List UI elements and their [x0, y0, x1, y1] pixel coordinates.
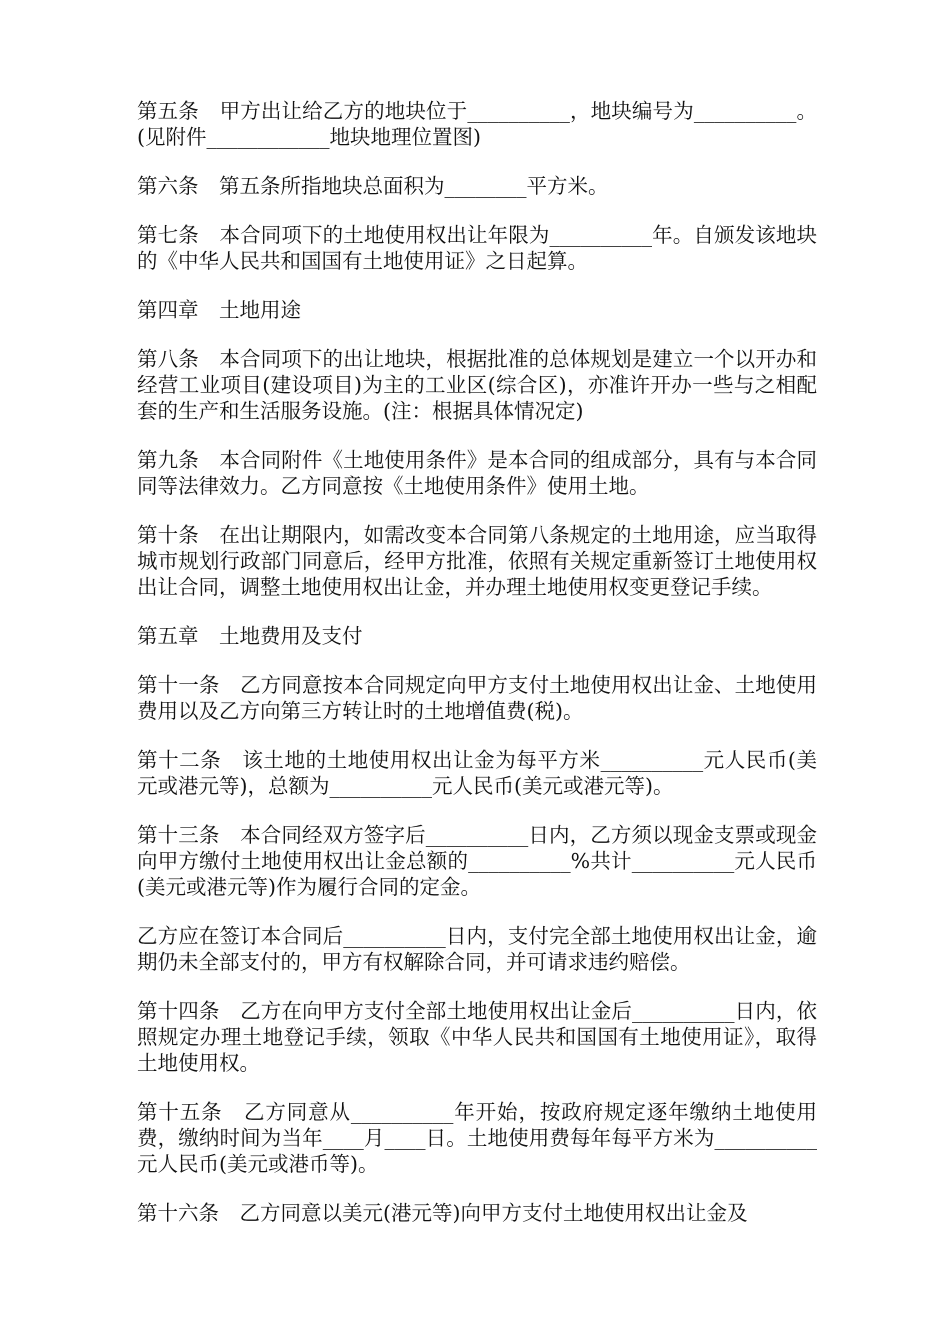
article-16: 第十六条 乙方同意以美元(港元等)向甲方支付土地使用权出让金及	[137, 1201, 748, 1225]
article-12: 第十二条 该土地的土地使用权出让金为每平方米__________元人民币(美元或港元等)，总额为__________元人民币(美元或港元等)。	[137, 748, 817, 798]
article-8: 第八条 本合同项下的出让地块，根据批准的总体规划是建立一个以开办和经营工业项目(建设项目)为主的工业区(综合区)，亦准许开办一些与之相配套的生产和生活服务设施。(注：根据具体情况定)	[137, 347, 817, 423]
chapter-5-heading: 第五章 土地费用及支付	[137, 624, 363, 648]
article-13: 第十三条 本合同经双方签字后__________日内，乙方须以现金支票或现金向甲方缴付土地使用权出让金总额的__________%共计__________元人民币(美元或港元等)作为履行合同的定金。	[137, 823, 817, 899]
contract-body	[137, 98, 817, 1249]
article-10: 第十条 在出让期限内，如需改变本合同第八条规定的土地用途，应当取得城市规划行政部门同意后，经甲方批准，依照有关规定重新签订土地使用权出让合同，调整土地使用权出让金，并办理土地使用权变更登记手续。	[137, 523, 817, 599]
article-7: 第七条 本合同项下的土地使用权出让年限为__________年。自颁发该地块的《中华人民共和国国有土地使用证》之日起算。	[137, 223, 817, 273]
article-11: 第十一条 乙方同意按本合同规定向甲方支付土地使用权出让金、土地使用费用以及乙方向第三方转让时的土地增值费(税)。	[137, 673, 817, 723]
article-15: 第十五条 乙方同意从__________年开始，按政府规定逐年缴纳土地使用费，缴纳时间为当年____月____日。土地使用费每年每平方米为__________元人民币(美元或港币等)。	[137, 1100, 817, 1176]
article-14: 第十四条 乙方在向甲方支付全部土地使用权出让金后__________日内，依照规定办理土地登记手续，领取《中华人民共和国国有土地使用证》，取得土地使用权。	[137, 999, 817, 1075]
article-9: 第九条 本合同附件《土地使用条件》是本合同的组成部分，具有与本合同同等法律效力。乙方同意按《土地使用条件》使用土地。	[137, 448, 817, 498]
article-6: 第六条 第五条所指地块总面积为________平方米。	[137, 174, 609, 198]
chapter-4-heading: 第四章 土地用途	[137, 298, 301, 322]
article-13-payment-deadline: 乙方应在签订本合同后__________日内，支付完全部土地使用权出让金，逾期仍未全部支付的，甲方有权解除合同，并可请求违约赔偿。	[137, 924, 817, 974]
article-5: 第五条 甲方出让给乙方的地块位于__________，地块编号为__________。(见附件____________地块地理位置图)	[137, 99, 817, 149]
